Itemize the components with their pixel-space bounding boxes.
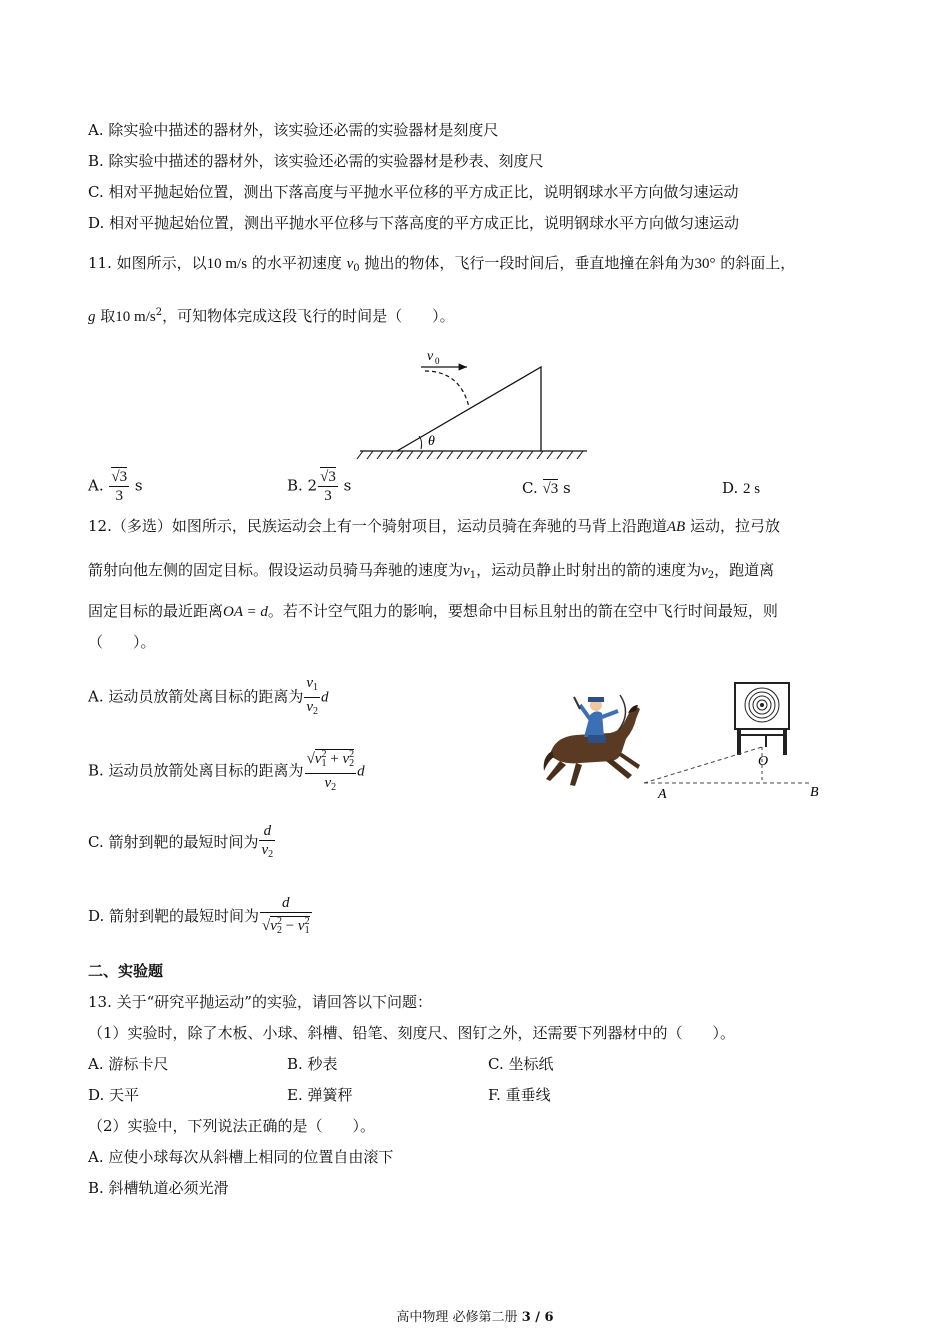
page-number: 3 / 6 (521, 1310, 554, 1325)
q13-option-b: B. 秒表 (287, 1055, 338, 1073)
q12-option-d: D. 箭射到靶的最短时间为 $\frac{d}{√v^2_2 - v^2_1}$ (88, 895, 310, 936)
q12-stem-line1: 12.（多选）如图所示，民族运动会上有一个骑射项目，运动员骑在奔驰的马背上沿跑道AB 运动，拉弓放 (88, 517, 780, 535)
q13-option-f: F. 重垂线 (488, 1086, 551, 1104)
q13-option-c: C. 坐标纸 (488, 1055, 554, 1073)
q12-option-b: B. 运动员放箭处离目标的距离为 $\frac{√v^2_1 + v^2_2}{v_2}$ d (88, 746, 365, 797)
section-title-experiment: 二、实验题 (88, 962, 164, 980)
q10-option-d: D. 相对平抛起始位置，测出平抛水平位移与下落高度的平方成正比，说明钢球水平方向做匀速运动 (88, 214, 740, 232)
q10-option-b: B. 除实验中描述的器材外，该实验还必需的实验器材是秒表、刻度尺 (88, 152, 544, 170)
q13-option-e: E. 弹簧秤 (287, 1086, 353, 1104)
q12-archery-figure (540, 675, 850, 805)
q11-option-d: D. 2 s (722, 479, 761, 497)
q11-stem-line1: 11. 如图所示，以10 m/s 的水平初速度 $v_0$ 抛出的物体，飞行一段时间后，垂直地撞在斜角为30° 的斜面上， (88, 254, 796, 274)
q13-part2: （2）实验中，下列说法正确的是（ ）。 (88, 1117, 376, 1135)
svg-text:0: 0 (435, 356, 440, 366)
point-b-label: B (810, 785, 819, 800)
q10-option-c: C. 相对平抛起始位置，测出下落高度与平抛水平位移的平方成正比，说明钢球水平方向做匀速运动 (88, 183, 739, 201)
v0-label: v (427, 349, 434, 364)
q13-part2-option-b: B. 斜槽轨道必须光滑 (88, 1179, 229, 1197)
q13-part1: （1）实验时，除了木板、小球、斜槽、铅笔、刻度尺、图钉之外，还需要下列器材中的（ ）。 (88, 1024, 736, 1042)
page-footer: 高中物理 必修第二册 3 / 6 (396, 1310, 554, 1325)
theta-label: θ (428, 434, 435, 449)
target-board (735, 683, 789, 755)
q12-stem-line4: （ ）。 (88, 633, 156, 651)
point-o-label: O (758, 754, 769, 769)
q13-part2-option-a: A. 应使小球每次从斜槽上相同的位置自由滚下 (88, 1148, 394, 1166)
q12-stem-line3: 固定目标的最近距离OA = d。若不计空气阻力的影响，要想命中目标且射出的箭在空中飞行时间最短，则 (88, 602, 778, 620)
q12-option-a: A. 运动员放箭处离目标的距离为 $\frac{v_1}{v_2}$ d (88, 675, 329, 717)
q12-stem-line2: 箭射向他左侧的固定目标。假设运动员骑马奔驰的速度为$v_1$，运动员静止时射出的箭的速度为$v_2$，跑道离 (88, 561, 775, 581)
q10-option-a: A. 除实验中描述的器材外，该实验还必需的实验器材是刻度尺 (88, 121, 499, 139)
q11-option-b: B. 2 $\frac{√3}{3}$ s (287, 469, 352, 504)
horse-rider-illustration (544, 695, 640, 786)
q13-option-a: A. 游标卡尺 (88, 1055, 169, 1073)
q11-option-c: C. √3 s (522, 479, 571, 497)
q11-incline-figure (355, 345, 595, 465)
q13-option-d: D. 天平 (88, 1086, 140, 1104)
q11-stem-line2: g 取10 $m/s^2$，可知物体完成这段飞行的时间是（ ）。 (88, 307, 455, 325)
q11-option-a: A. $\frac{√3}{3}$ s (88, 469, 143, 504)
q12-option-c: C. 箭射到靶的最短时间为 $\frac{d}{v_2}$ (88, 823, 274, 860)
point-a-label: A (658, 787, 667, 802)
q13-title: 13. 关于“研究平抛运动”的实验，请回答以下问题： (88, 993, 432, 1011)
